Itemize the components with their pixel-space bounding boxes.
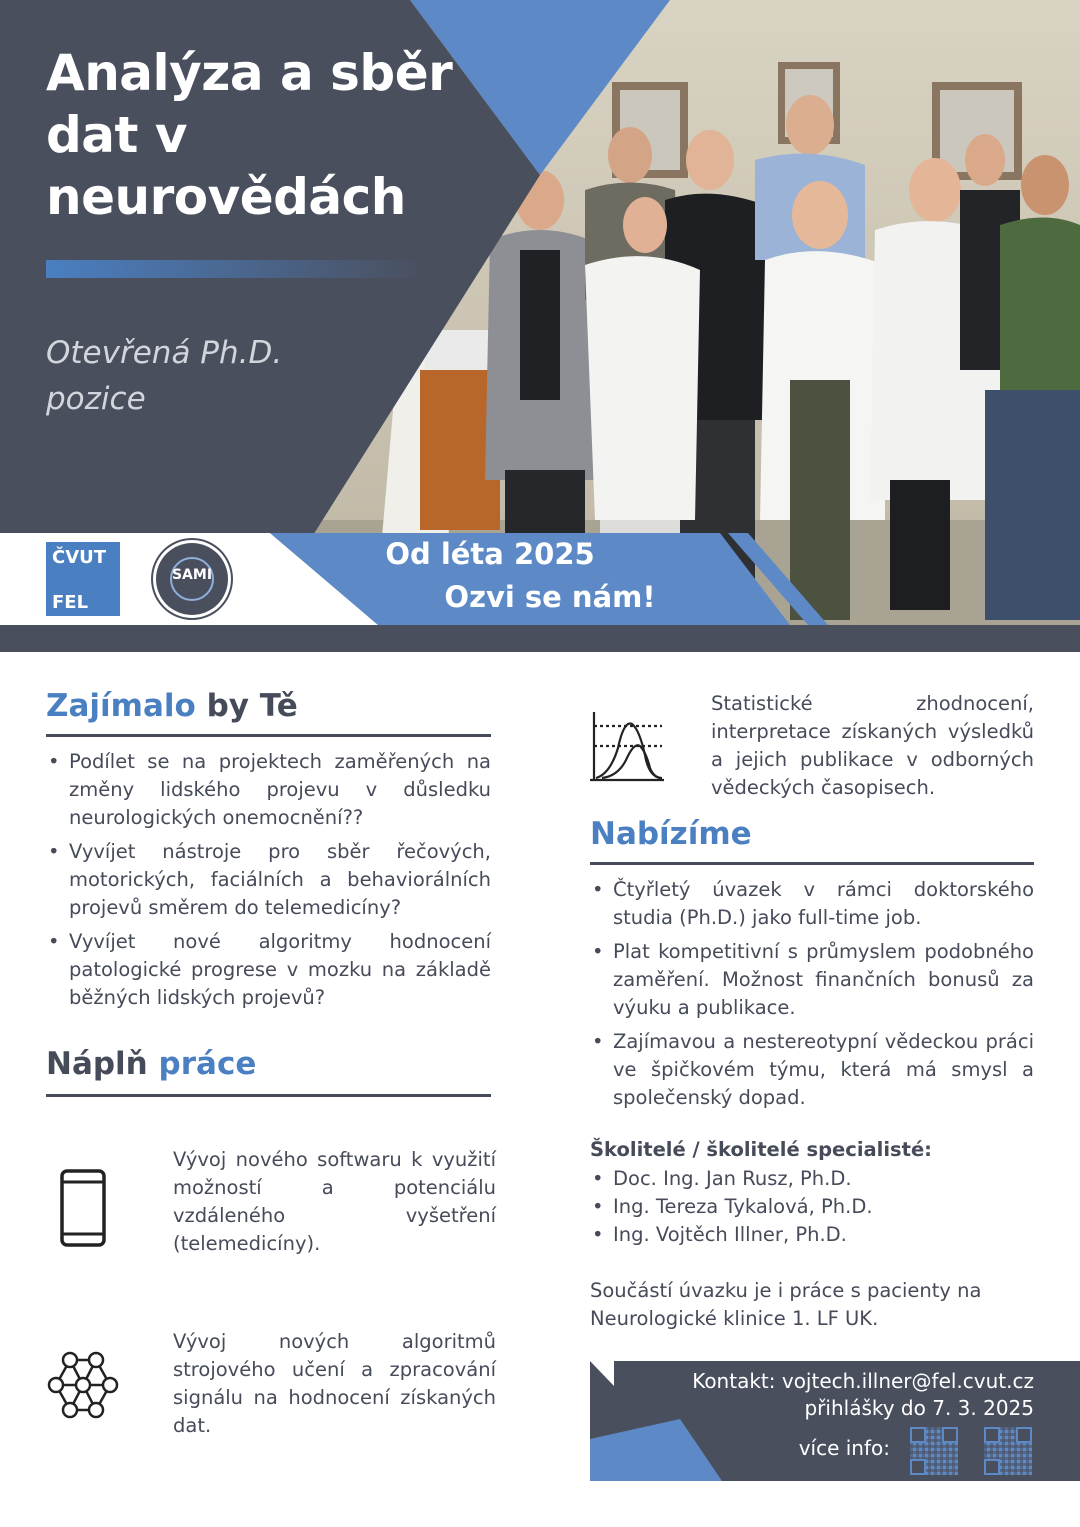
band-call-to-action: Ozvi se nám! — [444, 580, 656, 614]
neural-network-icon — [46, 1348, 120, 1422]
distribution-chart-icon — [588, 708, 666, 784]
qr-code-icon[interactable] — [984, 1427, 1032, 1475]
more-info-label: více info: — [798, 1436, 890, 1460]
work-item-statistics: Statistické zhodnocení, interpretace získaných výsledků a jejich publikace v odborných vědeckých časopisech. — [711, 692, 1034, 799]
logo-fel-text: FEL — [52, 592, 89, 613]
work-rule — [46, 1094, 491, 1097]
hero-banner — [0, 0, 1080, 652]
list-item: • Ing. Tereza Tykalová, Ph.D. — [590, 1193, 1034, 1221]
page-subtitle: Otevřená Ph.D. pozice — [46, 335, 283, 417]
sami-logo — [156, 543, 228, 615]
interest-list — [46, 748, 491, 1018]
supervisors-list — [590, 1165, 1034, 1249]
interest-rule — [46, 734, 491, 737]
band-start-date: Od léta 2025 — [385, 537, 595, 571]
list-item: • Vyvíjet nástroje pro sběr řečových, motorických, faciálních a behaviorálních projevů směrem do telemedicíny? — [46, 838, 491, 922]
page-title: Analýza a sběr dat v neurovědách — [46, 44, 453, 226]
qr-code-icon[interactable] — [910, 1427, 958, 1475]
list-item: • Vyvíjet nové algoritmy hodnocení patologické progrese v mozku na základě běžných lidských projevů? — [46, 928, 491, 1012]
work-item-software: Vývoj nového softwaru k využití možností a potenciálu vzdáleného vyšetření (telemedicíny). — [173, 1148, 496, 1255]
list-item: • Doc. Ing. Jan Rusz, Ph.D. — [590, 1165, 1034, 1193]
contact-box — [590, 1361, 1080, 1481]
interest-heading: Zajímalo by Tě — [46, 688, 298, 724]
list-item: • Čtyřletý úvazek v rámci doktorského studia (Ph.D.) jako full-time job. — [590, 876, 1034, 932]
supervisors-heading: Školitelé / školitelé specialisté: — [590, 1138, 932, 1161]
list-item: • Podílet se na projektech zaměřených na změny lidského projevu v důsledku neurologických onemocnění?? — [46, 748, 491, 832]
cvut-fel-logo — [46, 542, 120, 616]
logo-sami-text: SAMI — [171, 567, 213, 583]
patients-note: Součástí úvazku je i práce s pacienty na Neurologické klinice 1. LF UK. — [590, 1279, 982, 1330]
offer-heading: Nabízíme — [590, 816, 752, 852]
contact-email[interactable]: Kontakt: vojtech.illner@fel.cvut.cz — [692, 1369, 1034, 1393]
work-item-algorithms: Vývoj nových algoritmů strojového učení a zpracování signálu na hodnocení získaných dat. — [173, 1330, 496, 1437]
smartphone-icon — [58, 1168, 108, 1248]
offer-list — [590, 876, 1034, 1118]
application-deadline: přihlášky do 7. 3. 2025 — [804, 1396, 1034, 1420]
list-item: • Plat kompetitivní s průmyslem podobného zaměření. Možnost finančních bonusů za výuku a publikace. — [590, 938, 1034, 1022]
offer-rule — [590, 862, 1034, 865]
list-item: • Ing. Vojtěch Illner, Ph.D. — [590, 1221, 1034, 1249]
logo-cvut-text: ČVUT — [52, 547, 107, 568]
work-heading: Náplň práce — [46, 1046, 257, 1082]
list-item: • Zajímavou a nestereotypní vědeckou práci ve špičkovém týmu, která má smysl a společenský dopad. — [590, 1028, 1034, 1112]
